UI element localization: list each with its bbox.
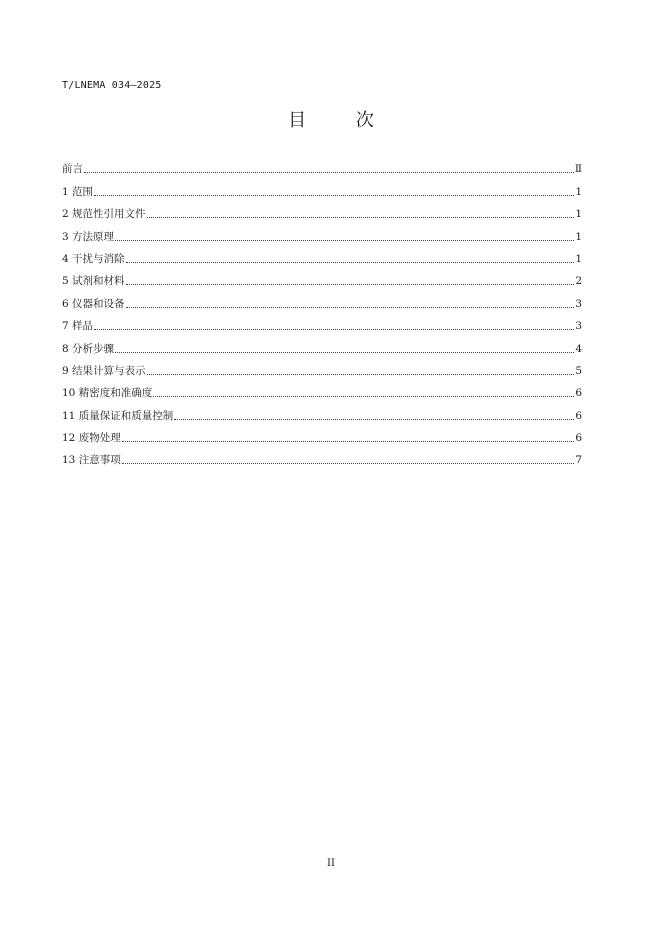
toc-entry-label: 2 规范性引用文件	[62, 208, 146, 221]
toc-entry-page: 1	[575, 185, 582, 198]
document-code: T/LNEMA 034—2025	[62, 80, 162, 91]
toc-entry-reagents[interactable]	[62, 266, 582, 288]
toc-entry-label: 5 试剂和材料	[62, 275, 125, 288]
dot-leader	[84, 172, 574, 173]
toc-entry-label: 前言	[62, 163, 83, 176]
dot-leader	[94, 329, 574, 330]
toc-entry-page: 5	[575, 364, 582, 377]
toc-entry-page: 3	[575, 297, 582, 310]
dot-leader	[122, 441, 575, 442]
toc-entry-precision[interactable]	[62, 378, 582, 400]
toc-entry-normative-references[interactable]	[62, 199, 582, 221]
dot-leader	[147, 374, 575, 375]
toc-entry-label: 9 结果计算与表示	[62, 364, 146, 377]
toc-entry-page: 6	[575, 409, 582, 422]
toc-entry-apparatus[interactable]	[62, 288, 582, 310]
toc-entry-page: 1	[575, 230, 582, 243]
toc-entry-foreword[interactable]	[62, 154, 582, 176]
page-number: II	[327, 858, 335, 869]
toc-entry-interference[interactable]	[62, 244, 582, 266]
toc-entry-page: 6	[575, 387, 582, 400]
toc-entry-label: 11 质量保证和质量控制	[62, 409, 174, 422]
dot-leader	[126, 307, 575, 308]
dot-leader	[115, 240, 574, 241]
dot-leader	[153, 396, 574, 397]
toc-entry-label: 3 方法原理	[62, 230, 115, 243]
toc-entry-page: 1	[575, 252, 582, 265]
toc-entry-label: 13 注意事项	[62, 454, 121, 467]
toc-entry-quality-control[interactable]	[62, 400, 582, 422]
toc-entry-page: 4	[575, 342, 582, 355]
dot-leader	[115, 352, 574, 353]
toc-entry-label: 4 干扰与消除	[62, 252, 125, 265]
toc-entry-precautions[interactable]	[62, 445, 582, 467]
toc-entry-page: 6	[575, 432, 582, 445]
toc-entry-page: 3	[575, 320, 582, 333]
toc-entry-label: 1 范围	[62, 185, 94, 198]
toc-entry-label: 6 仪器和设备	[62, 297, 125, 310]
toc-entry-analysis-steps[interactable]	[62, 333, 582, 355]
toc-entry-results[interactable]	[62, 356, 582, 378]
dot-leader	[147, 217, 575, 218]
toc-entry-label: 10 精密度和准确度	[62, 387, 153, 400]
toc-entry-page: Ⅱ	[574, 163, 582, 176]
toc-entry-label: 7 样品	[62, 320, 94, 333]
toc-entry-label: 8 分析步骤	[62, 342, 115, 355]
toc-entry-waste-disposal[interactable]	[62, 423, 582, 445]
table-of-contents	[62, 154, 582, 467]
dot-leader	[126, 284, 575, 285]
toc-entry-scope[interactable]	[62, 176, 582, 198]
dot-leader	[126, 262, 575, 263]
toc-entry-page: 1	[575, 208, 582, 221]
page-title: 目 次	[288, 110, 396, 131]
toc-entry-method-principle[interactable]	[62, 221, 582, 243]
toc-entry-label: 12 废物处理	[62, 432, 121, 445]
toc-entry-page: 2	[575, 275, 582, 288]
toc-entry-samples[interactable]	[62, 311, 582, 333]
toc-entry-page: 7	[575, 454, 582, 467]
dot-leader	[94, 195, 574, 196]
dot-leader	[122, 463, 575, 464]
dot-leader	[174, 419, 574, 420]
